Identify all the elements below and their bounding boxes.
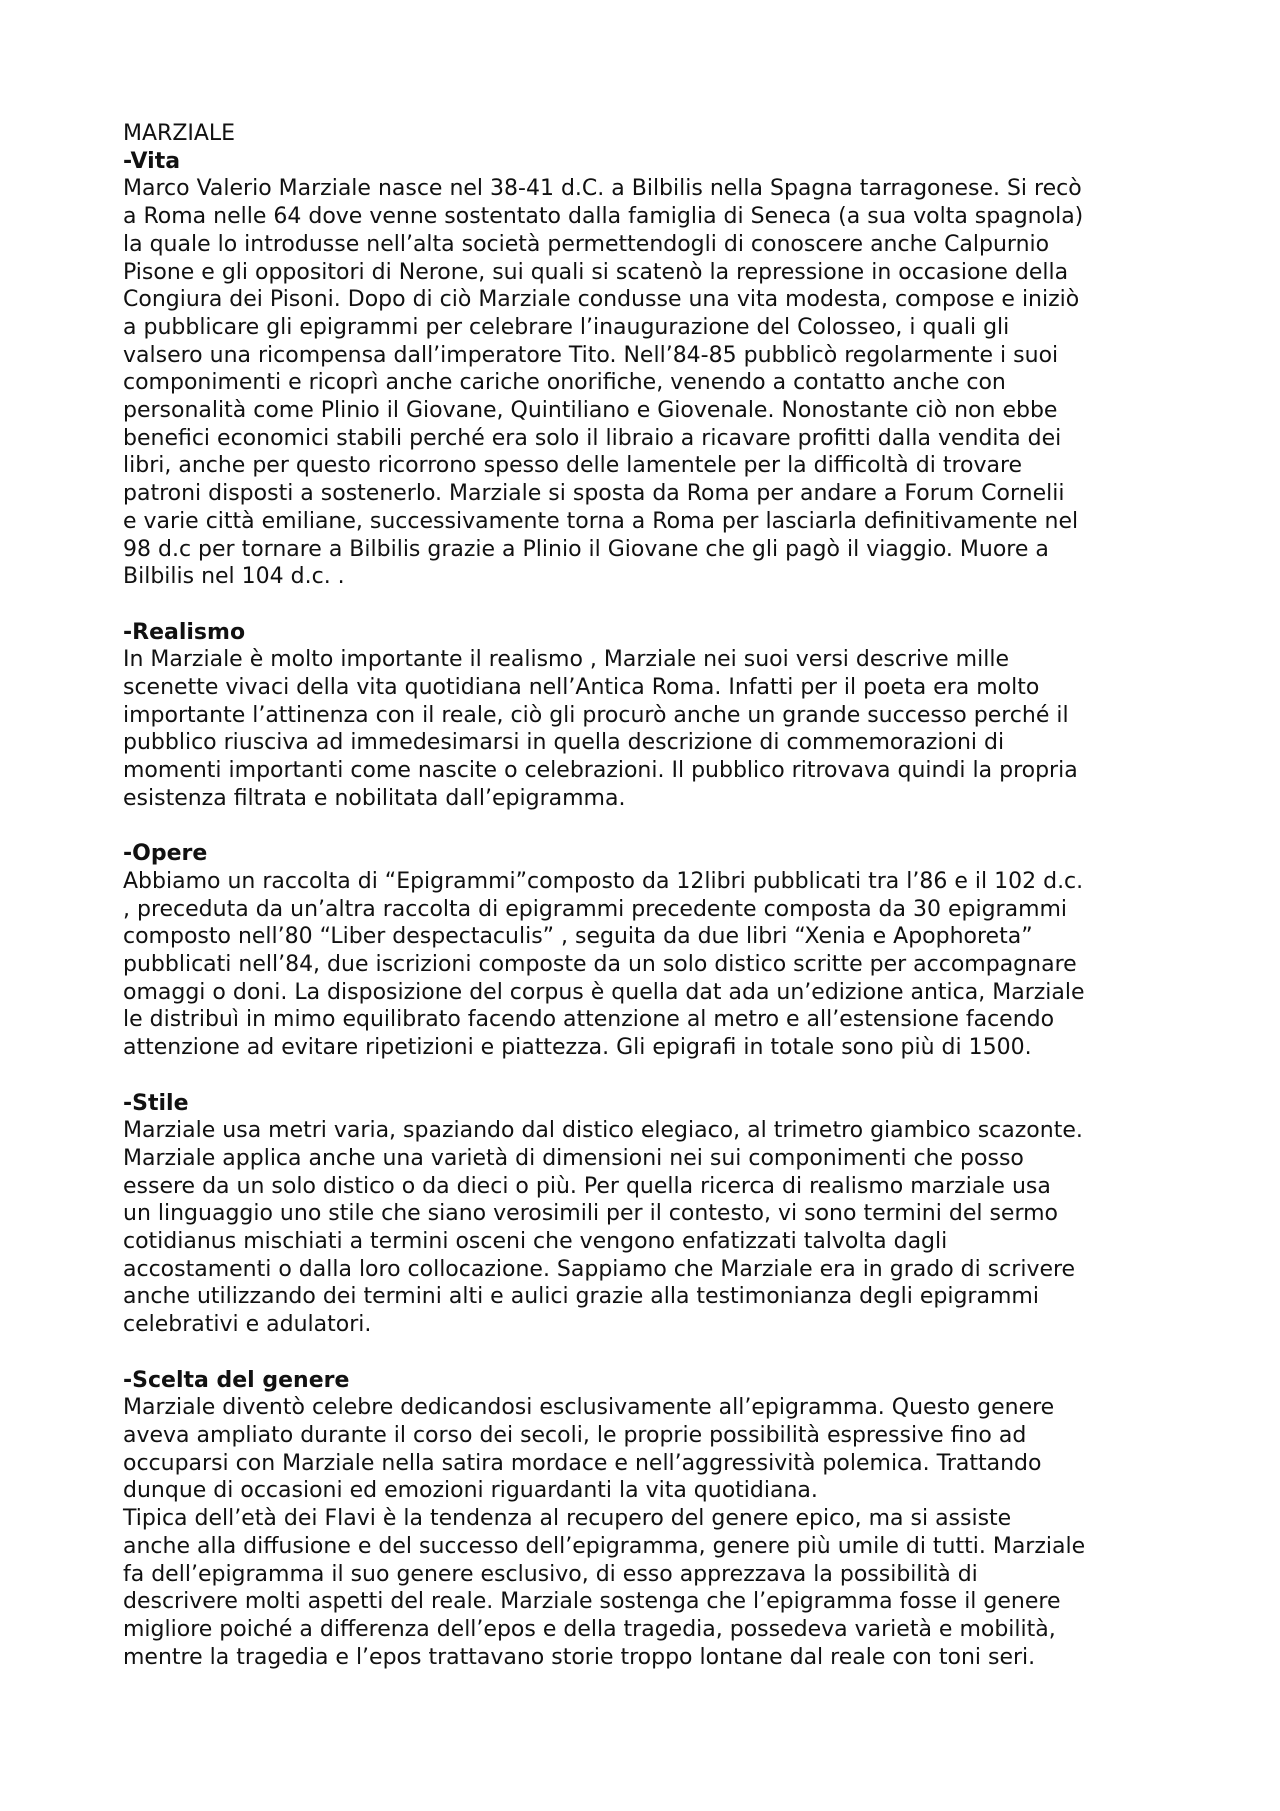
- section-heading: -Opere: [123, 841, 208, 867]
- section-paragraph: Marziale diventò celebre dedicandosi esclusivamente all’epigramma. Questo genere aveva ampliato durante il corso dei secoli, le proprie possibilità espressive fino ad occuparsi con Marziale nella satira mordace e nell’aggressività polemica. Trattando dunque di occasioni ed emozioni riguardanti la vita quotidiana.: [123, 1395, 1055, 1504]
- section-paragraph: Marco Valerio Marziale nasce nel 38-41 d.C. a Bilbilis nella Spagna tarragonese. Si recò a Roma nelle 64 dove venne sostentato dalla famiglia di Seneca (a sua volta spagnola) la quale lo introdusse nell’alta società permettendogli di conoscere anche Calpurnio Pisone e gli oppositori di Nerone, sui quali si scatenò la repressione in occasione della Congiura dei Pisoni. Dopo di ciò Marziale condusse una vita modesta, compose e iniziò a pubblicare gli epigrammi per celebrare l’inaugurazione del Colosseo, i quali gli valsero una ricompensa dall’imperatore Tito. Nell’84-85 pubblicò regolarmente i suoi componimenti e ricoprì anche cariche onorifiche, venendo a contatto anche con personalità come Plinio il Giovane, Quintiliano e Giovenale. Nonostante ciò non ebbe benefici economici stabili perché era solo il libraio a ricavare profitti dalla vendita dei libri, anche per questo ricorrono spesso delle lamentele per la difficoltà di trovare patroni disposti a sostenerlo. Marziale si sposta da Roma per andare a Forum Cornelii e varie città emiliane, successivamente torna a Roma per lasciarla definitivamente nel 98 d.c per tornare a Bilbilis grazie a Plinio il Giovane che gli pagò il viaggio. Muore a Bilbilis nel 104 d.c. .: [123, 176, 1084, 590]
- section-stile: [123, 1090, 1173, 1339]
- section-heading: -Scelta del genere: [123, 1367, 350, 1393]
- section-realismo: [123, 619, 1173, 813]
- section-heading: -Realismo: [123, 619, 246, 645]
- section-paragraph: In Marziale è molto importante il realismo , Marziale nei suoi versi descrive mille scenette vivaci della vita quotidiana nell’Antica Roma. Infatti per il poeta era molto importante l’attinenza con il reale, ciò gli procurò anche un grande successo perché il pubblico riusciva ad immedesimarsi in quella descrizione di commemorazioni di momenti importanti come nascite o celebrazioni. Il pubblico ritrovava quindi la propria esistenza filtrata e nobilitata dall’epigramma.: [123, 647, 1078, 811]
- section-paragraph: Tipica dell’età dei Flavi è la tendenza al recupero del genere epico, ma si assiste anche alla diffusione e del successo dell’epigramma, genere più umile di tutti. Marziale fa dell’epigramma il suo genere esclusivo, di esso apprezzava la possibilità di descrivere molti aspetti del reale. Marziale sostenga che l’epigramma fosse il genere migliore poiché a differenza dell’epos e della tragedia, possedeva varietà e mobilità, mentre la tragedia e l’epos trattavano storie troppo lontane dal reale con toni seri.: [123, 1506, 1086, 1670]
- document-page: [123, 120, 1173, 1699]
- section-paragraph: Marziale usa metri varia, spaziando dal distico elegiaco, al trimetro giambico scazonte. Marziale applica anche una varietà di dimensioni nei sui componimenti che posso essere da un solo distico o da dieci o più. Per quella ricerca di realismo marziale usa un linguaggio uno stile che siano verosimili per il contesto, vi sono termini del sermo cotidianus mischiati a termini osceni che vengono enfatizzati talvolta dagli accostamenti o dalla loro collocazione. Sappiamo che Marziale era in grado di scrivere anche utilizzando dei termini alti e aulici grazie alla testimonianza degli epigrammi celebrativi e adulatori.: [123, 1118, 1083, 1338]
- section-paragraph: Abbiamo un raccolta di “Epigrammi”composto da 12libri pubblicati tra l’86 e il 102 d.c. , preceduta da un’altra raccolta di epigrammi precedente composta da 30 epigrammi composto nell’80 “Liber despectaculis” , seguita da due libri “Xenia e Apophoreta” pubblicati nell’84, due iscrizioni composte da un solo distico scritte per accompagnare omaggi o doni. La disposizione del corpus è quella dat ada un’edizione antica, Marziale le distribuì in mimo equilibrato facendo attenzione al metro e all’estensione facendo attenzione ad evitare ripetizioni e piattezza. Gli epigrafi in totale sono più di 1500.: [123, 868, 1085, 1061]
- document-title: MARZIALE: [123, 121, 236, 146]
- section-heading: -Stile: [123, 1090, 189, 1116]
- section-scelta-del-genere: [123, 1367, 1173, 1672]
- section-heading: -Vita: [123, 148, 181, 174]
- section-vita: [123, 148, 1173, 591]
- section-opere: [123, 840, 1173, 1062]
